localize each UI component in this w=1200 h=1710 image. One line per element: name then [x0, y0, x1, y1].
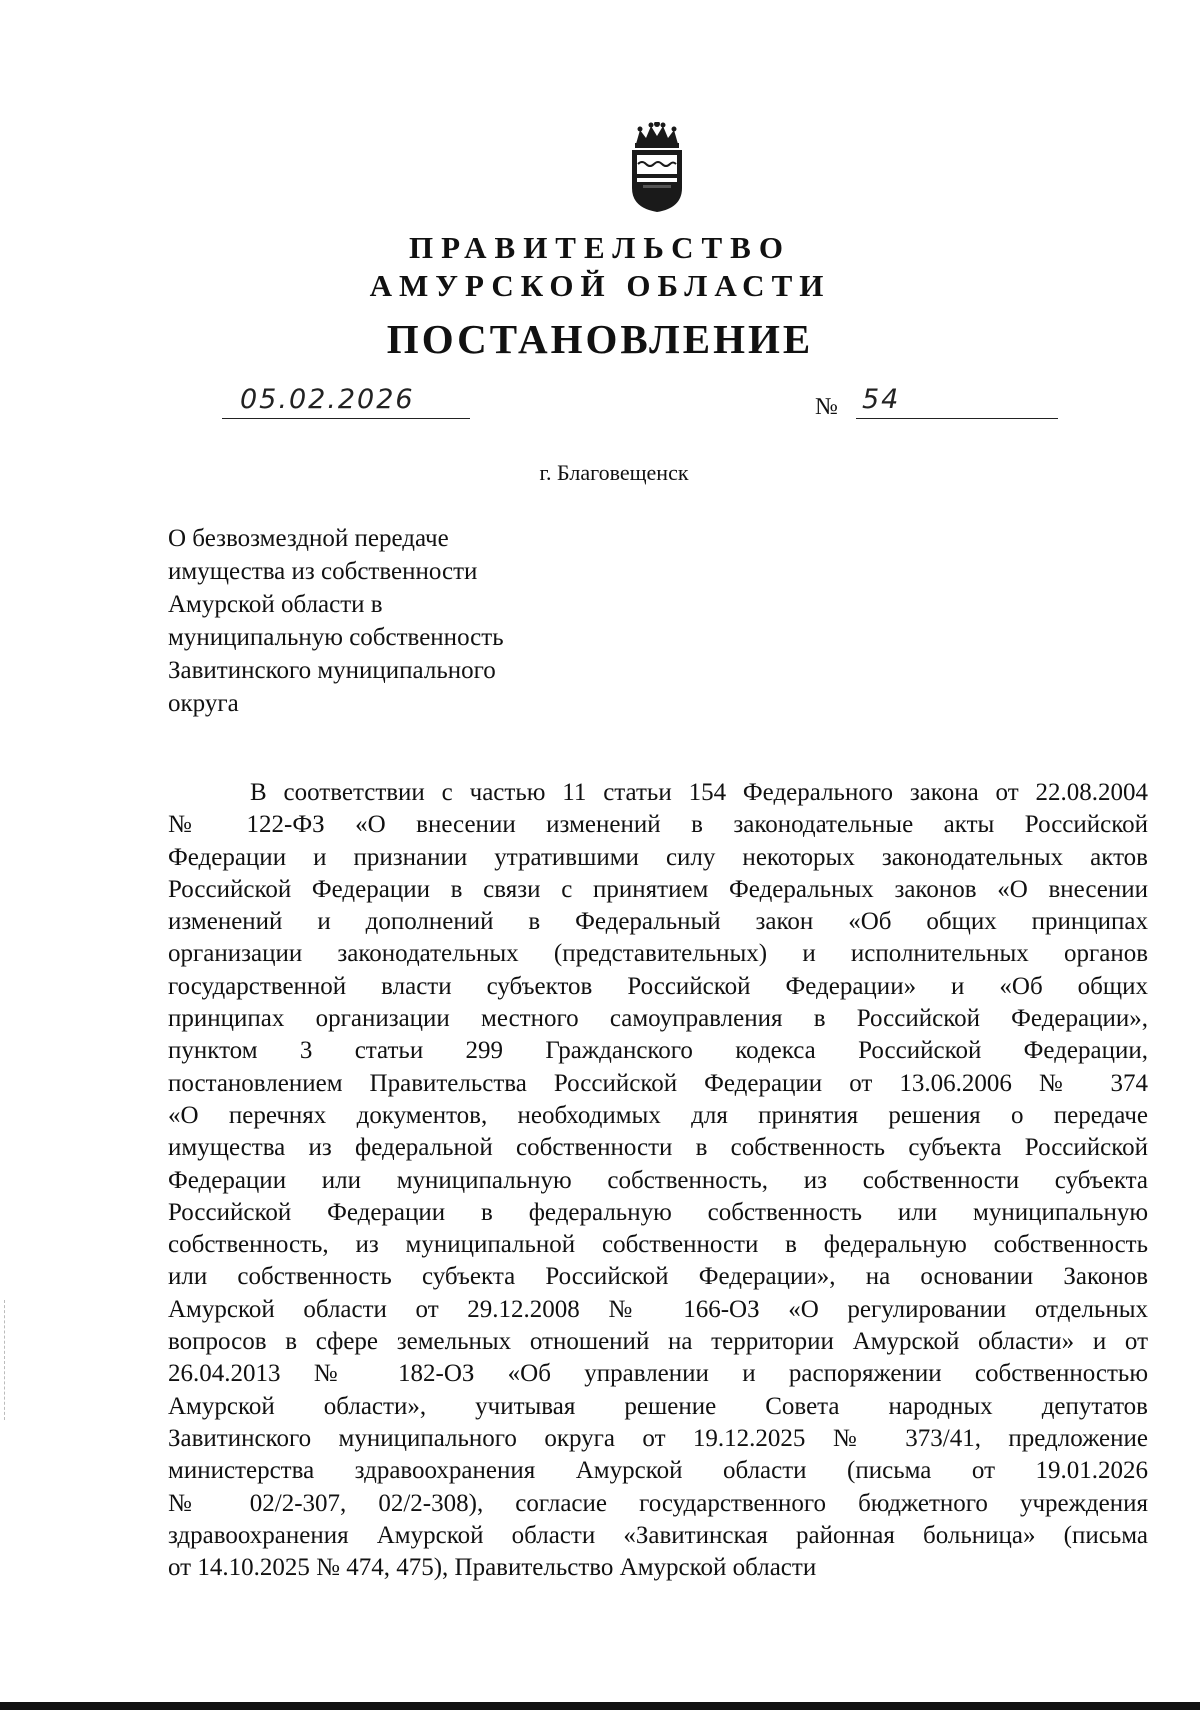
scan-bottom-edge [0, 1702, 1200, 1710]
body-line: Российской Федерации в федеральную собственность или муниципальную [168, 1198, 1148, 1226]
subject-line: имущества из собственности [168, 558, 478, 585]
body-line: Завитинского муниципального округа от 19.12.2025 № 373/41, предложение [168, 1424, 1148, 1452]
body-line: изменений и дополнений в Федеральный закон «Об общих принципах [168, 908, 1148, 936]
subject-line: О безвозмездной передаче [168, 525, 449, 552]
coat-of-arms-icon [628, 122, 686, 214]
number-sign: № [815, 394, 838, 420]
body-line: или собственность субъекта Российской Федерации», на основании Законов [168, 1263, 1148, 1291]
body-line: № 02/2-307, 02/2-308), согласие государственного бюджетного учреждения [168, 1489, 1148, 1517]
body-line: собственность, из муниципальной собственности в федеральную собственность [168, 1231, 1148, 1259]
body-line: принципах организации местного самоуправления в Российской Федерации», [168, 1005, 1148, 1033]
body-line: В соответствии с частью 11 статьи 154 Федерального закона от 22.08.2004 [250, 779, 1148, 806]
body-line: Федерации и признании утратившими силу некоторых законодательных актов [168, 843, 1148, 871]
decree-date: 05.02.2026 [240, 384, 415, 415]
body-line: имущества из федеральной собственности в собственность субъекта Российской [168, 1134, 1148, 1162]
number-underline [856, 418, 1058, 419]
body-line: 26.04.2013 № 182-ОЗ «Об управлении и распоряжении собственностью [168, 1360, 1148, 1388]
body-line: Федерации или муниципальную собственность, из собственности субъекта [168, 1166, 1148, 1194]
body-line: постановлением Правительства Российской Федерации от 13.06.2006 № 374 [168, 1069, 1148, 1097]
body-line: организации законодательных (представительных) и исполнительных органов [168, 940, 1148, 968]
body-line: государственной власти субъектов Российской Федерации» и «Об общих [168, 972, 1148, 1000]
subject-line: округа [168, 690, 239, 717]
date-underline [222, 418, 470, 419]
decree-number: 54 [862, 384, 901, 415]
body-line: Амурской области от 29.12.2008 № 166-ОЗ «О регулировании отдельных [168, 1295, 1148, 1323]
decree-body [168, 777, 1148, 1584]
subject-line: Амурской области в [168, 591, 383, 618]
body-line: вопросов в сфере земельных отношений на территории Амурской области» и от [168, 1328, 1148, 1356]
org-name-line1: ПРАВИТЕЛЬСТВО [409, 230, 791, 265]
body-line: министерства здравоохранения Амурской области (письма от 19.01.2026 [168, 1457, 1148, 1485]
body-line: здравоохранения Амурской области «Завитинская районная больница» (письма [168, 1521, 1148, 1549]
document-type: ПОСТАНОВЛЕНИЕ [386, 316, 814, 362]
subject-line: муниципальную собственность [168, 624, 504, 651]
body-line: пунктом 3 статьи 299 Гражданского кодекса Российской Федерации, [168, 1037, 1148, 1065]
body-line: Российской Федерации в связи с принятием Федеральных законов «О внесении [168, 875, 1148, 903]
city-name: г. Благовещенск [539, 460, 689, 485]
scan-edge-artifact [4, 1300, 7, 1420]
body-line: от 14.10.2025 № 474, 475), Правительство Амурской области [168, 1554, 817, 1582]
org-name-line2: АМУРСКОЙ ОБЛАСТИ [369, 268, 831, 303]
subject-line: Завитинского муниципального [168, 657, 496, 684]
decree-subject [168, 522, 598, 720]
body-line: Амурской области», учитывая решение Совета народных депутатов [168, 1392, 1148, 1420]
body-line: «О перечнях документов, необходимых для принятия решения о передаче [168, 1101, 1148, 1129]
body-line: № 122-ФЗ «О внесении изменений в законодательные акты Российской [168, 811, 1148, 839]
